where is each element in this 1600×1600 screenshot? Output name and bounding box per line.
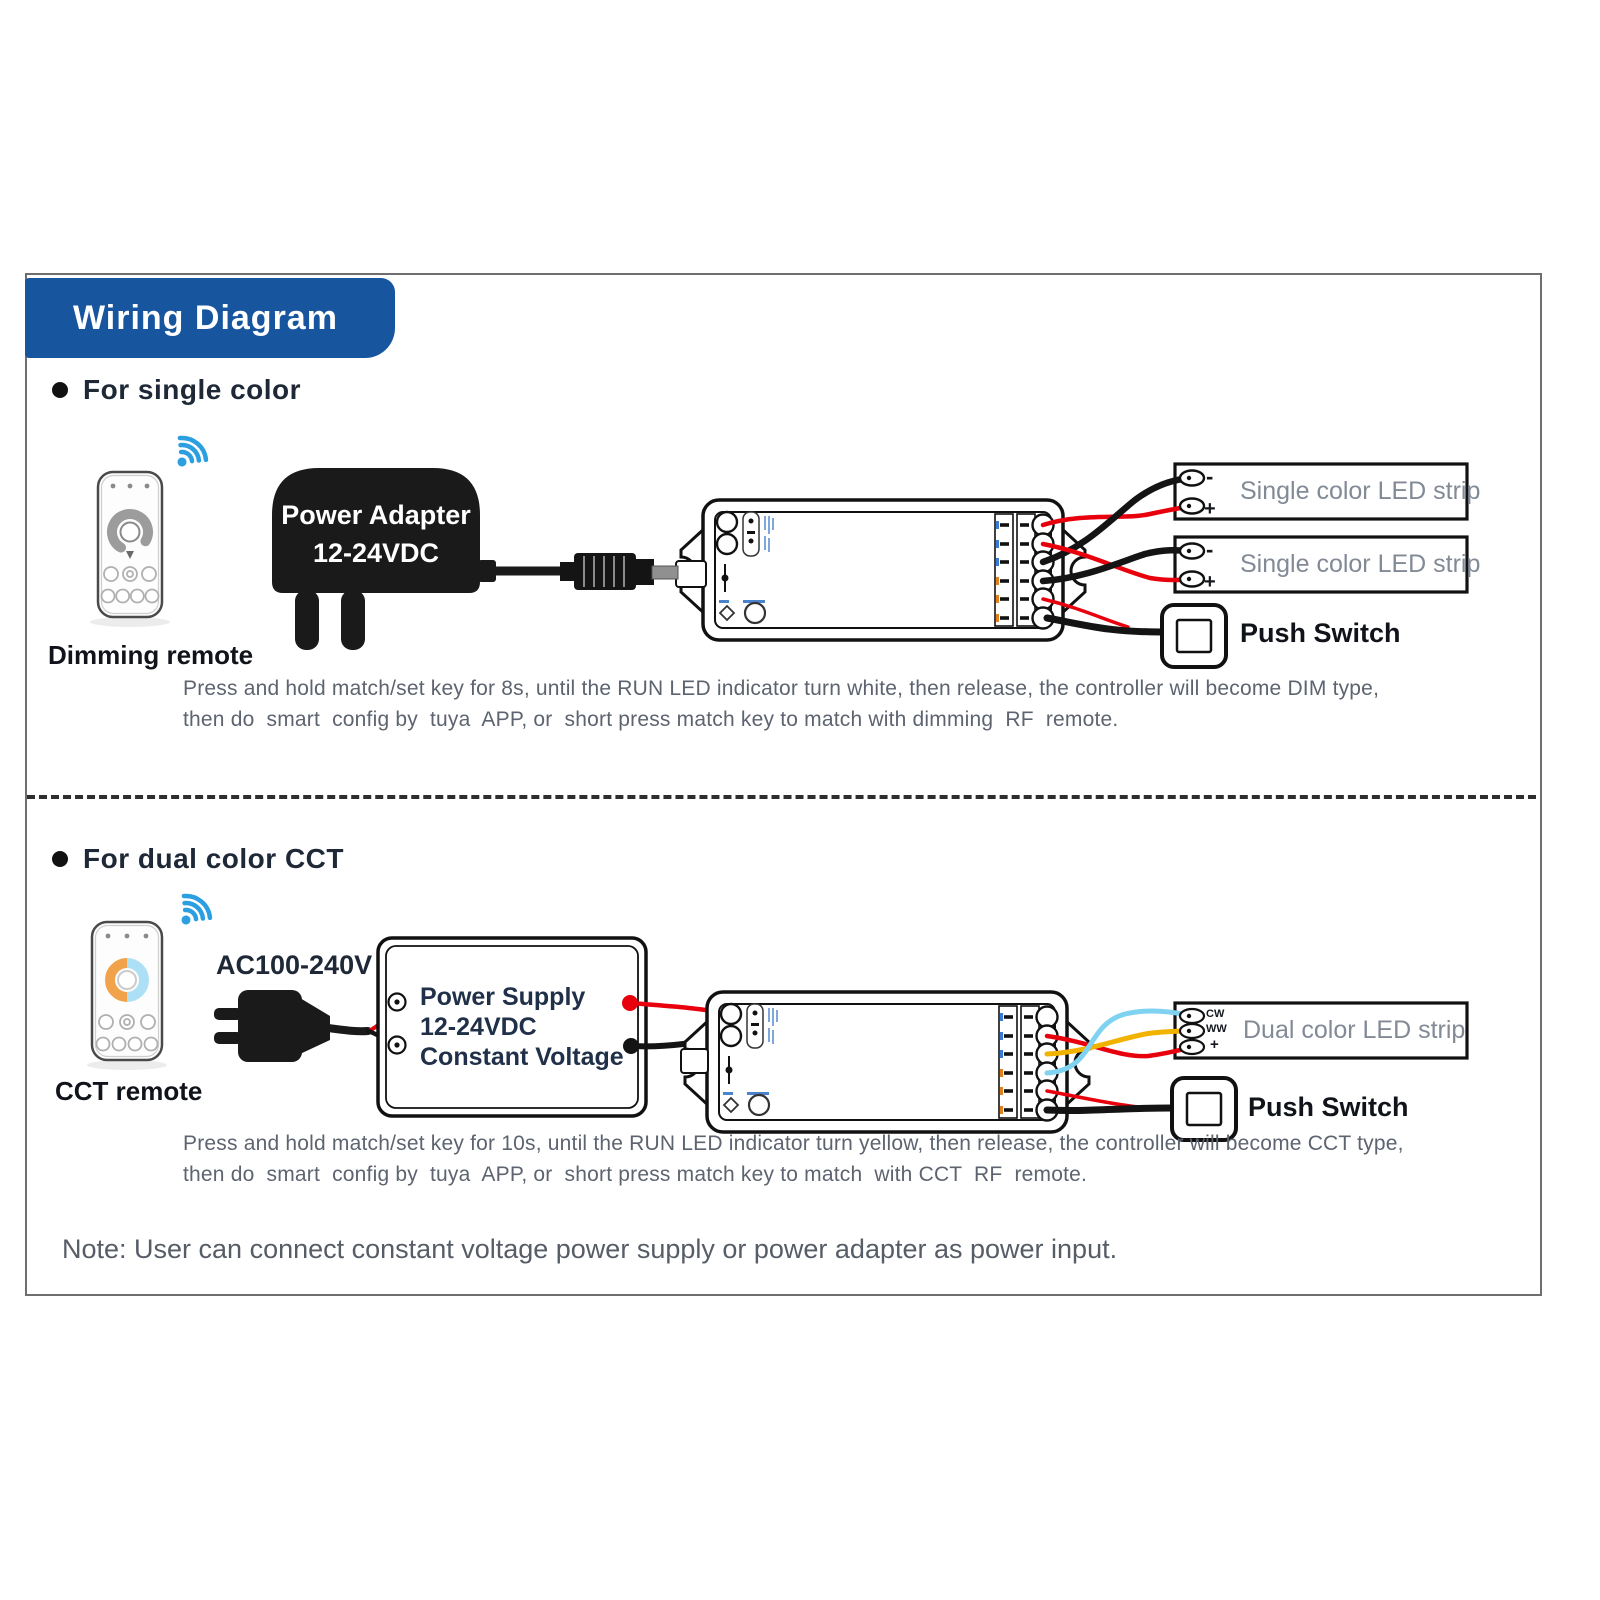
push-switch (1162, 605, 1226, 667)
dimming-remote-label: Dimming remote (48, 640, 254, 670)
controller-unit (681, 500, 1085, 640)
bullet-icon (52, 851, 68, 867)
dimming-remote (90, 472, 170, 627)
strip-label: Single color LED strip (1240, 477, 1481, 505)
section2-description-line2: then do smart config by tuya APP, or short press match key to match with CCT RF remote. (183, 1163, 1088, 1186)
strip-plus-mark: + (1210, 1036, 1219, 1053)
push-switch-label: Push Switch (1248, 1092, 1409, 1122)
cct-remote-label: CCT remote (55, 1076, 203, 1106)
strip-minus-mark: - (1206, 537, 1214, 562)
adapter-prong (341, 590, 365, 650)
controller-unit (685, 992, 1089, 1132)
bullet-icon (52, 382, 68, 398)
power-adapter-label: Power Adapter 12-24VDC (281, 500, 471, 568)
section1-description-line2: then do smart config by tuya APP, or short press match key to match with dimming RF remote. (183, 708, 1119, 731)
push-switch-label: Push Switch (1240, 618, 1401, 648)
strip-terminals (1180, 1009, 1204, 1054)
note-text: Note: User can connect constant voltage power supply or power adapter as power input. (62, 1234, 1118, 1264)
strip-label: Dual color LED strip (1243, 1016, 1466, 1044)
page-title-tab (25, 278, 395, 358)
section1-heading: For single color (52, 374, 301, 406)
strip-ww-mark: WW (1206, 1023, 1227, 1035)
section2-description-line1: Press and hold match/set key for 10s, until the RUN LED indicator turn yellow, then release, the controller will become CCT type, (183, 1132, 1404, 1155)
dc-jack (681, 1049, 708, 1073)
adapter-prong (295, 590, 319, 650)
strip-label: Single color LED strip (1240, 550, 1481, 578)
strip-plus-mark: + (1204, 498, 1216, 520)
wifi-signal-icon (170, 891, 214, 935)
strip-cw-mark: CW (1206, 1008, 1225, 1020)
ac-plug (214, 990, 396, 1062)
wifi-signal-icon (166, 433, 210, 477)
cct-remote (87, 922, 167, 1070)
strip-minus-mark: - (1206, 464, 1214, 489)
page-title: Wiring Diagram (73, 298, 338, 337)
ac-voltage-label: AC100-240V (216, 950, 373, 980)
section2-heading: For dual color CCT (52, 843, 344, 875)
push-switch (1172, 1078, 1236, 1140)
section1-description-line1: Press and hold match/set key for 8s, until the RUN LED indicator turn white, then release, the controller will become DIM type, (183, 677, 1380, 700)
strip-plus-mark: + (1204, 571, 1216, 593)
power-supply-label: Power Supply 12-24VDC Constant Voltage (420, 983, 624, 1071)
